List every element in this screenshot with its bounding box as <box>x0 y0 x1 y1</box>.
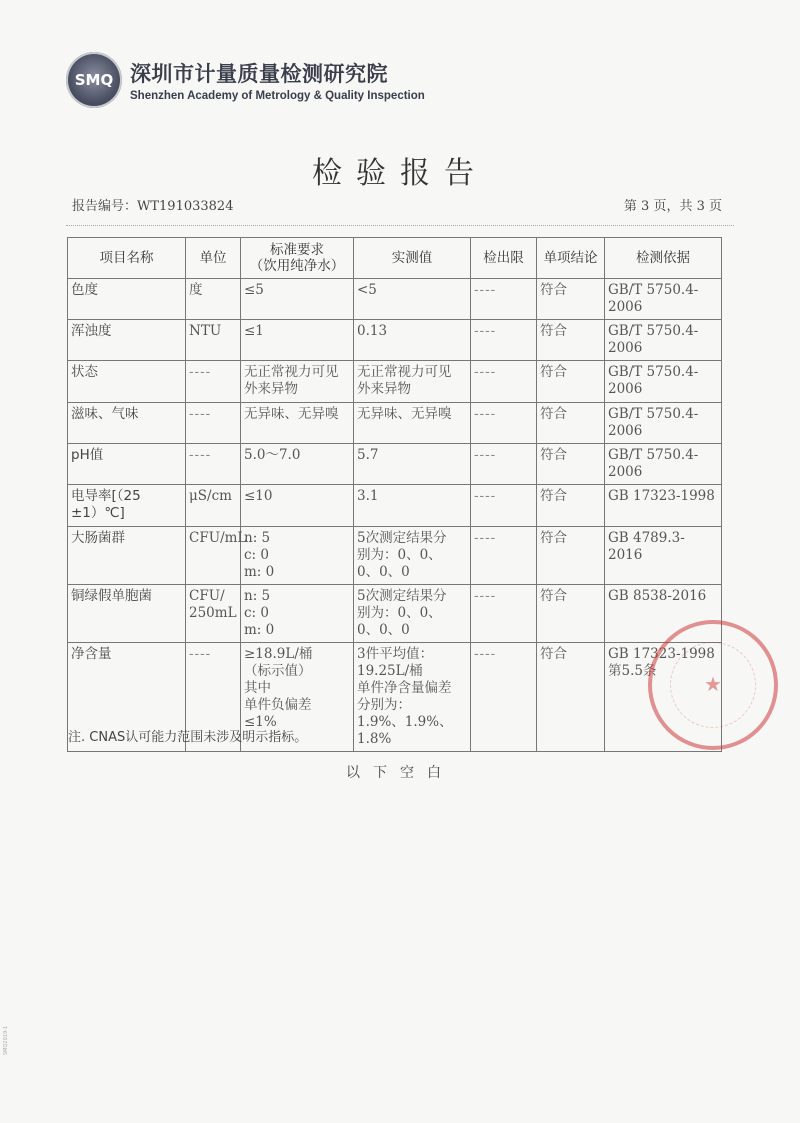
cell-measured: <5 <box>354 279 471 320</box>
cell-conclusion: 符合 <box>537 320 605 361</box>
cell-detection-limit: ---- <box>471 403 537 444</box>
cell-measured: 3.1 <box>354 485 471 527</box>
smq-logo <box>66 52 122 108</box>
header-unit: 单位 <box>186 238 241 279</box>
cell-conclusion: 符合 <box>537 585 605 643</box>
cell-conclusion: 符合 <box>537 485 605 527</box>
cell-method: GB/T 5750.4- 2006 <box>605 403 722 444</box>
cell-standard: 5.0～7.0 <box>241 444 354 485</box>
cell-item-name: 电导率[（25 ±1）℃] <box>68 485 186 527</box>
report-number: 报告编号：WT191033824 <box>72 199 234 214</box>
table-row <box>68 444 722 485</box>
table-row <box>68 527 722 585</box>
cell-method: GB 17323-1998 第5.5条 <box>605 643 722 752</box>
footnote: 注. CNAS认可能力范围未涉及明示指标。 <box>68 730 308 745</box>
cell-measured: 无正常视力可见 外来异物 <box>354 361 471 403</box>
header-conclusion: 单项结论 <box>537 238 605 279</box>
header-standard: 标准要求 （饮用纯净水） <box>241 238 354 279</box>
cell-item-name: 滋味、气味 <box>68 403 186 444</box>
cell-standard: ≤10 <box>241 485 354 527</box>
header-measured: 实测值 <box>354 238 471 279</box>
cell-conclusion: 符合 <box>537 403 605 444</box>
official-seal: ★ <box>648 620 778 750</box>
table-row <box>68 403 722 444</box>
cell-unit: NTU <box>186 320 241 361</box>
cell-standard: 无异味、无异嗅 <box>241 403 354 444</box>
table-row <box>68 485 722 527</box>
cell-standard: n: 5 c: 0 m: 0 <box>241 527 354 585</box>
cell-unit: ---- <box>186 444 241 485</box>
results-table <box>67 237 722 752</box>
letterhead <box>66 52 425 108</box>
cell-detection-limit: ---- <box>471 279 537 320</box>
cell-item-name: 净含量 <box>68 643 186 752</box>
cell-method: GB/T 5750.4- 2006 <box>605 320 722 361</box>
cell-unit: ---- <box>186 643 241 752</box>
cell-detection-limit: ---- <box>471 444 537 485</box>
cell-detection-limit: ---- <box>471 361 537 403</box>
page-info: 第 3 页，共 3 页 <box>623 199 722 214</box>
blank-below-text: 以下空白 <box>346 765 454 781</box>
org-name-cn: 深圳市计量质量检测研究院 <box>130 62 388 86</box>
side-code: SMQ2019-1 <box>3 1025 9 1055</box>
cell-measured: 5次测定结果分 别为：0、0、 0、0、0 <box>354 527 471 585</box>
cell-unit: 度 <box>186 279 241 320</box>
org-block <box>130 58 425 102</box>
cell-standard: ≤5 <box>241 279 354 320</box>
table-row <box>68 361 722 403</box>
cell-method: GB/T 5750.4- 2006 <box>605 444 722 485</box>
cell-measured: 3件平均值： 19.25L/桶 单件净含量偏差 分别为： 1.9%、1.9%、 1.8% <box>354 643 471 752</box>
cell-conclusion: 符合 <box>537 444 605 485</box>
cell-measured: 5次测定结果分 别为：0、0、 0、0、0 <box>354 585 471 643</box>
cell-detection-limit: ---- <box>471 320 537 361</box>
cell-detection-limit: ---- <box>471 485 537 527</box>
cell-conclusion: 符合 <box>537 643 605 752</box>
cell-item-name: 大肠菌群 <box>68 527 186 585</box>
table-row <box>68 320 722 361</box>
cell-item-name: 状态 <box>68 361 186 403</box>
cell-unit: ---- <box>186 361 241 403</box>
cell-standard: 无正常视力可见 外来异物 <box>241 361 354 403</box>
report-title: 检验报告 <box>312 156 488 191</box>
cell-standard: n: 5 c: 0 m: 0 <box>241 585 354 643</box>
cell-detection-limit: ---- <box>471 527 537 585</box>
table-row <box>68 585 722 643</box>
cell-measured: 5.7 <box>354 444 471 485</box>
divider <box>66 225 734 226</box>
cell-method: GB 4789.3-2016 <box>605 527 722 585</box>
cell-measured: 无异味、无异嗅 <box>354 403 471 444</box>
logo-text: SMQ <box>74 71 114 89</box>
cell-method: GB/T 5750.4- 2006 <box>605 279 722 320</box>
table-row <box>68 279 722 320</box>
cell-item-name: 浑浊度 <box>68 320 186 361</box>
cell-detection-limit: ---- <box>471 585 537 643</box>
cell-measured: 0.13 <box>354 320 471 361</box>
cell-unit: CFU/ 250mL <box>186 585 241 643</box>
cell-method: GB 8538-2016 <box>605 585 722 643</box>
header-detection-limit: 检出限 <box>471 238 537 279</box>
cell-conclusion: 符合 <box>537 361 605 403</box>
cell-unit: μS/cm <box>186 485 241 527</box>
header-item: 项目名称 <box>68 238 186 279</box>
org-name-en: Shenzhen Academy of Metrology & Quality Inspection <box>130 90 425 102</box>
table-header-row <box>68 238 722 279</box>
cell-item-name: 色度 <box>68 279 186 320</box>
cell-item-name: 铜绿假单胞菌 <box>68 585 186 643</box>
cell-standard: ≤1 <box>241 320 354 361</box>
header-method: 检测依据 <box>605 238 722 279</box>
cell-standard: ≥18.9L/桶 （标示值） 其中 单件负偏差 ≤1% <box>241 643 354 752</box>
cell-conclusion: 符合 <box>537 279 605 320</box>
cell-method: GB 17323-1998 <box>605 485 722 527</box>
cell-unit: CFU/mL <box>186 527 241 585</box>
cell-detection-limit: ---- <box>471 643 537 752</box>
cell-conclusion: 符合 <box>537 527 605 585</box>
cell-method: GB/T 5750.4- 2006 <box>605 361 722 403</box>
cell-item-name: pH值 <box>68 444 186 485</box>
cell-unit: ---- <box>186 403 241 444</box>
